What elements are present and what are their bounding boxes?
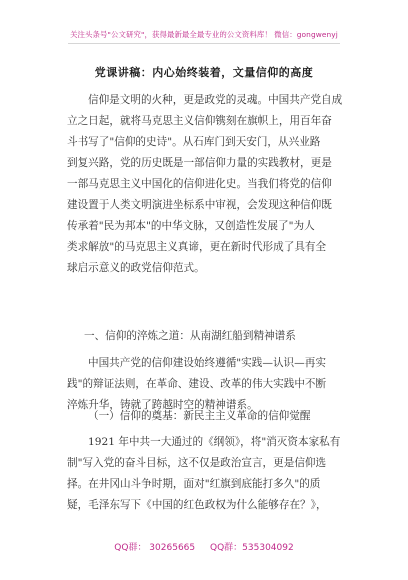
footer-qq-group-2: QQ群：535304092 [210, 543, 294, 553]
paragraph-line: 到复兴路，党的历史既是一部信仰力量的实践教材，更是 [67, 157, 332, 169]
intro-paragraph [67, 90, 342, 279]
paragraph-line: 立之日起，就将马克思主义信仰镌刻在旗帜上，用百年奋 [67, 115, 332, 127]
paragraph-line: 践"的辩证法则，在革命、建设、改革的伟大实践中不断 [67, 378, 327, 390]
paragraph-line: 择。在井冈山斗争时期，面对"红旗到底能打多久"的质 [67, 478, 321, 490]
header-note: 关注头条号"公文研究"，获得最新最全最专业的公文资料库！ 微信：gongwenyj [70, 30, 338, 39]
paragraph-line: 1921 年中共一大通过的《纲领》，将"消灭资本家私有 [88, 436, 341, 448]
subsection-1-paragraph [67, 432, 342, 516]
subsection-heading: （一）信仰的奠基：新民主主义革命的信仰觉醒 [88, 410, 311, 422]
section-1-paragraph [67, 353, 342, 416]
paragraph-line: 信仰是文明的火种，更是政党的灵魂。中国共产党自成 [88, 94, 342, 106]
paragraph-line: 建设置于人类文明演进坐标系中审视，会发现这种信仰既 [67, 199, 332, 211]
paragraph-line: 传承着"民为邦本"的中华文脉，又创造性发展了"为人 [67, 220, 315, 232]
paragraph-line: 球启示意义的政党信仰范式。 [67, 262, 205, 274]
footer-contact [0, 540, 408, 553]
paragraph-line: 斗书写了"信仰的史诗"。从石库门到天安门，从兴业路 [67, 136, 321, 148]
footer-qq-group-1: QQ群： 30265665 [114, 543, 196, 553]
header-divider [68, 43, 340, 44]
paragraph-line: 中国共产党的信仰建设始终遵循"实践—认识—再实 [88, 357, 326, 369]
paragraph-line: 疑，毛泽东写下《中国的红色政权为什么能够存在？》， [67, 499, 327, 511]
paragraph-line: 淬炼升华，铸就了跨越时空的精神谱系。 [67, 399, 258, 411]
paragraph-line: 制"写入党的奋斗目标，这不仅是政治宣言，更是信仰选 [67, 457, 327, 469]
document-title: 党课讲稿：内心始终装着，文量信仰的高度 [94, 66, 314, 79]
section-heading: 一、信仰的淬炼之道：从南湖红船到精神谱系 [84, 330, 296, 342]
paragraph-line: 一部马克思主义中国化的信仰进化史。当我们将党的信仰 [67, 178, 332, 190]
paragraph-line: 类求解放"的马克思主义真谛，更在新时代形成了具有全 [67, 241, 327, 253]
